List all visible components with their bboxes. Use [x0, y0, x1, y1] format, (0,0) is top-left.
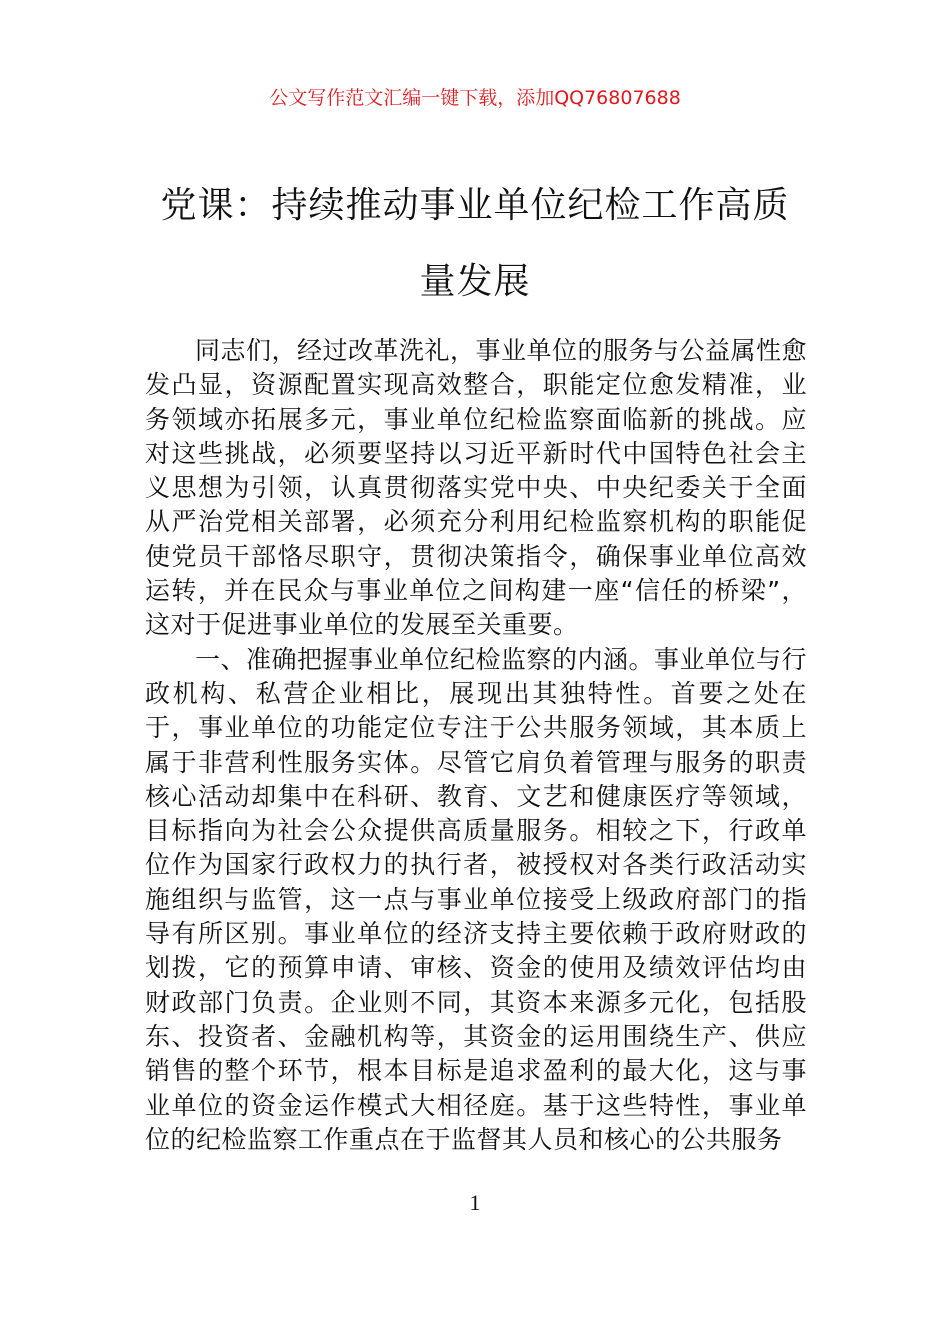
document-title: 党课：持续推动事业单位纪检工作高质量发展: [160, 185, 790, 302]
page-number: 1: [469, 1190, 481, 1215]
document-body: [145, 334, 807, 1157]
download-banner: 公文写作范文汇编一键下载，添加QQ76807688: [269, 87, 681, 109]
paragraph-intro: 同志们，经过改革洗礼，事业单位的服务与公益属性愈发凸显，资源配置实现高效整合，职能定位愈发精准，业务领域亦拓展多元，事业单位纪检监察面临新的挑战。应对这些挑战，必须要坚持以习近平新时代中国特色社会主义思想为引领，认真贯彻落实党中央、中央纪委关于全面从严治党相关部署，必须充分利用纪检监察机构的职能促使党员干部恪尽职守，贯彻决策指令，确保事业单位高效运转，并在民众与事业单位之间构建一座“信任的桥梁”，这对于促进事业单位的发展至关重要。: [145, 336, 808, 640]
paragraph-section-one: 一、准确把握事业单位纪检监察的内涵。事业单位与行政机构、私营企业相比，展现出其独特性。首要之处在于，事业单位的功能定位专注于公共服务领域，其本质上属于非营利性服务实体。尽管它肩负着管理与服务的职责核心活动却集中在科研、教育、文艺和健康医疗等领域，目标指向为社会公众提供高质量服务。相较之下，行政单位作为国家行政权力的执行者，被授权对各类行政活动实施组织与监管，这一点与事业单位接受上级政府部门的指导有所区别。事业单位的经济支持主要依赖于政府财政的划拨，它的预算申请、审核、资金的使用及绩效评估均由财政部门负责。企业则不同，其资本来源多元化，包括股东、投资者、金融机构等，其资金的运用围绕生产、供应销售的整个环节，根本目标是追求盈利的最大化，这与事业单位的资金运作模式大相径庭。基于这些特性，事业单位的纪检监察工作重点在于监督其人员和核心的公共服务: [145, 644, 808, 1154]
